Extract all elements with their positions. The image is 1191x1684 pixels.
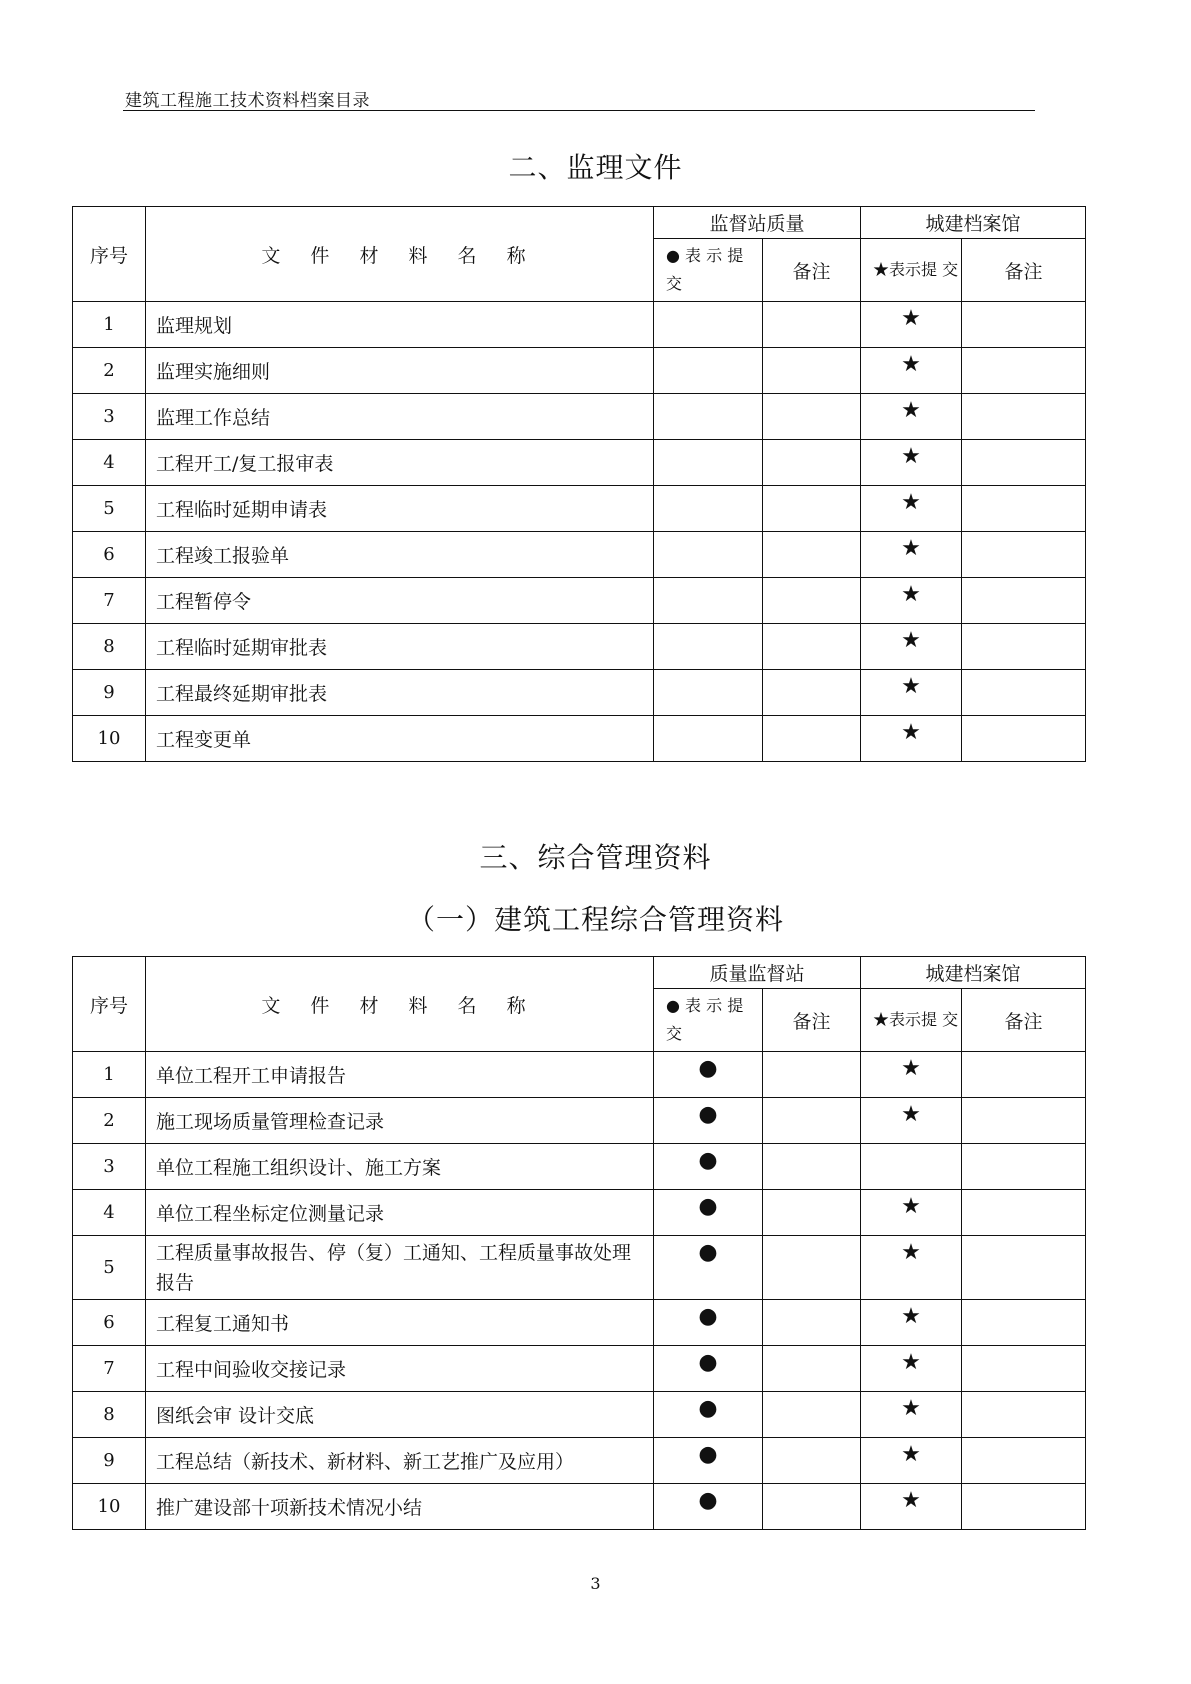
note-cell bbox=[763, 1438, 861, 1484]
table-row bbox=[73, 302, 1086, 348]
table-row bbox=[73, 440, 1086, 486]
row-number: 9 bbox=[73, 670, 146, 716]
row-file-name: 工程暂停令 bbox=[146, 578, 654, 624]
dot-mark bbox=[654, 624, 763, 670]
supervision-documents-table bbox=[72, 206, 1086, 762]
row-number: 10 bbox=[73, 1484, 146, 1530]
note-cell bbox=[962, 670, 1086, 716]
dot-mark: ● bbox=[654, 1300, 763, 1346]
table-row bbox=[73, 1484, 1086, 1530]
row-file-name: 推广建设部十项新技术情况小结 bbox=[146, 1484, 654, 1530]
section-title-management: 三、综合管理资料 bbox=[479, 841, 712, 874]
header-star-legend: ★表示提 交 bbox=[861, 239, 962, 302]
note-cell bbox=[962, 1098, 1086, 1144]
dot-mark: ● bbox=[654, 1236, 763, 1300]
star-mark: ★ bbox=[861, 1392, 962, 1438]
row-number: 9 bbox=[73, 1438, 146, 1484]
note-cell bbox=[763, 1346, 861, 1392]
note-cell bbox=[763, 532, 861, 578]
row-file-name: 监理规划 bbox=[146, 302, 654, 348]
star-mark bbox=[861, 1144, 962, 1190]
row-number: 3 bbox=[73, 394, 146, 440]
dot-mark bbox=[654, 394, 763, 440]
star-mark: ★ bbox=[861, 1346, 962, 1392]
header-note: 备注 bbox=[962, 989, 1086, 1052]
star-mark: ★ bbox=[861, 578, 962, 624]
star-mark: ★ bbox=[861, 1190, 962, 1236]
row-file-name: 工程临时延期审批表 bbox=[146, 624, 654, 670]
note-cell bbox=[763, 1484, 861, 1530]
note-cell bbox=[962, 1236, 1086, 1300]
row-file-name: 监理实施细则 bbox=[146, 348, 654, 394]
row-file-name: 工程复工通知书 bbox=[146, 1300, 654, 1346]
row-number: 1 bbox=[73, 302, 146, 348]
note-cell bbox=[962, 1346, 1086, 1392]
header-file-name: 文 件 材 料 名 称 bbox=[146, 957, 654, 1052]
table-row bbox=[73, 1300, 1086, 1346]
row-file-name: 单位工程施工组织设计、施工方案 bbox=[146, 1144, 654, 1190]
star-mark: ★ bbox=[861, 624, 962, 670]
dot-mark: ● bbox=[654, 1392, 763, 1438]
star-mark: ★ bbox=[861, 1484, 962, 1530]
table-row bbox=[73, 348, 1086, 394]
star-mark: ★ bbox=[861, 670, 962, 716]
dot-mark: ● bbox=[654, 1052, 763, 1098]
dot-mark bbox=[654, 532, 763, 578]
header-note: 备注 bbox=[763, 989, 861, 1052]
row-number: 6 bbox=[73, 1300, 146, 1346]
table-row bbox=[73, 486, 1086, 532]
section-subtitle-management: （一）建筑工程综合管理资料 bbox=[406, 903, 784, 936]
note-cell bbox=[962, 486, 1086, 532]
note-cell bbox=[962, 716, 1086, 762]
note-cell bbox=[763, 348, 861, 394]
dot-mark: ● bbox=[654, 1144, 763, 1190]
note-cell bbox=[763, 1144, 861, 1190]
row-number: 7 bbox=[73, 1346, 146, 1392]
row-file-name: 工程总结（新技术、新材料、新工艺推广及应用） bbox=[146, 1438, 654, 1484]
note-cell bbox=[962, 578, 1086, 624]
row-file-name: 施工现场质量管理检查记录 bbox=[146, 1098, 654, 1144]
row-number: 6 bbox=[73, 532, 146, 578]
row-number: 4 bbox=[73, 1190, 146, 1236]
table-row bbox=[73, 578, 1086, 624]
row-number: 5 bbox=[73, 486, 146, 532]
header-archive: 城建档案馆 bbox=[861, 957, 1086, 989]
note-cell bbox=[763, 670, 861, 716]
note-cell bbox=[962, 1300, 1086, 1346]
star-mark: ★ bbox=[861, 1438, 962, 1484]
note-cell bbox=[763, 716, 861, 762]
table-row bbox=[73, 1052, 1086, 1098]
header-seq: 序号 bbox=[73, 207, 146, 302]
note-cell bbox=[763, 1052, 861, 1098]
section-title-supervision: 二、监理文件 bbox=[508, 151, 683, 184]
row-file-name: 单位工程坐标定位测量记录 bbox=[146, 1190, 654, 1236]
note-cell bbox=[962, 394, 1086, 440]
note-cell bbox=[962, 1438, 1086, 1484]
row-file-name: 工程变更单 bbox=[146, 716, 654, 762]
star-mark: ★ bbox=[861, 302, 962, 348]
row-number: 10 bbox=[73, 716, 146, 762]
table-row bbox=[73, 1346, 1086, 1392]
note-cell bbox=[962, 1144, 1086, 1190]
star-mark: ★ bbox=[861, 1098, 962, 1144]
note-cell bbox=[962, 624, 1086, 670]
row-file-name: 监理工作总结 bbox=[146, 394, 654, 440]
star-mark: ★ bbox=[861, 440, 962, 486]
dot-mark: ● bbox=[654, 1098, 763, 1144]
table-row bbox=[73, 1438, 1086, 1484]
note-cell bbox=[763, 1190, 861, 1236]
management-documents-table bbox=[72, 956, 1086, 1530]
row-file-name: 图纸会审 设计交底 bbox=[146, 1392, 654, 1438]
header-seq: 序号 bbox=[73, 957, 146, 1052]
note-cell bbox=[962, 302, 1086, 348]
dot-mark bbox=[654, 578, 763, 624]
star-mark: ★ bbox=[861, 1300, 962, 1346]
dot-mark bbox=[654, 716, 763, 762]
note-cell bbox=[763, 302, 861, 348]
table-row bbox=[73, 670, 1086, 716]
header-dot-legend: ● 表 示 提 交 bbox=[654, 989, 763, 1052]
page-number: 3 bbox=[590, 1574, 601, 1593]
header-rule bbox=[123, 110, 1035, 111]
note-cell bbox=[763, 1392, 861, 1438]
star-mark: ★ bbox=[861, 486, 962, 532]
note-cell bbox=[962, 1052, 1086, 1098]
row-file-name: 工程竣工报验单 bbox=[146, 532, 654, 578]
star-mark: ★ bbox=[861, 1052, 962, 1098]
table-row bbox=[73, 1098, 1086, 1144]
header-quality-station: 质量监督站 bbox=[654, 957, 861, 989]
row-file-name: 单位工程开工申请报告 bbox=[146, 1052, 654, 1098]
table-row bbox=[73, 1190, 1086, 1236]
row-number: 1 bbox=[73, 1052, 146, 1098]
row-file-name: 工程质量事故报告、停（复）工通知、工程质量事故处理报告 bbox=[146, 1236, 654, 1300]
header-star-legend: ★表示提 交 bbox=[861, 989, 962, 1052]
dot-mark: ● bbox=[654, 1484, 763, 1530]
row-file-name: 工程临时延期申请表 bbox=[146, 486, 654, 532]
table-row bbox=[73, 716, 1086, 762]
note-cell bbox=[763, 1098, 861, 1144]
row-number: 3 bbox=[73, 1144, 146, 1190]
row-number: 5 bbox=[73, 1236, 146, 1300]
header-quality-station: 监督站质量 bbox=[654, 207, 861, 239]
note-cell bbox=[962, 1484, 1086, 1530]
star-mark: ★ bbox=[861, 532, 962, 578]
row-number: 8 bbox=[73, 624, 146, 670]
row-number: 2 bbox=[73, 1098, 146, 1144]
note-cell bbox=[763, 578, 861, 624]
star-mark: ★ bbox=[861, 348, 962, 394]
table-row bbox=[73, 1392, 1086, 1438]
star-mark: ★ bbox=[861, 394, 962, 440]
table-row bbox=[73, 1144, 1086, 1190]
row-number: 8 bbox=[73, 1392, 146, 1438]
row-file-name: 工程最终延期审批表 bbox=[146, 670, 654, 716]
dot-mark bbox=[654, 302, 763, 348]
table-row bbox=[73, 532, 1086, 578]
header-archive: 城建档案馆 bbox=[861, 207, 1086, 239]
row-file-name: 工程中间验收交接记录 bbox=[146, 1346, 654, 1392]
row-file-name: 工程开工/复工报审表 bbox=[146, 440, 654, 486]
star-mark: ★ bbox=[861, 716, 962, 762]
note-cell bbox=[962, 440, 1086, 486]
header-note: 备注 bbox=[962, 239, 1086, 302]
note-cell bbox=[962, 348, 1086, 394]
note-cell bbox=[763, 440, 861, 486]
note-cell bbox=[763, 486, 861, 532]
row-number: 2 bbox=[73, 348, 146, 394]
row-number: 4 bbox=[73, 440, 146, 486]
header-file-name: 文 件 材 料 名 称 bbox=[146, 207, 654, 302]
note-cell bbox=[962, 1190, 1086, 1236]
table-row bbox=[73, 394, 1086, 440]
running-head: 建筑工程施工技术资料档案目录 bbox=[125, 91, 370, 111]
header-dot-legend: ● 表 示 提 交 bbox=[654, 239, 763, 302]
note-cell bbox=[962, 532, 1086, 578]
note-cell bbox=[763, 624, 861, 670]
table-row bbox=[73, 624, 1086, 670]
dot-mark bbox=[654, 670, 763, 716]
dot-mark bbox=[654, 486, 763, 532]
dot-mark bbox=[654, 348, 763, 394]
dot-mark: ● bbox=[654, 1438, 763, 1484]
row-number: 7 bbox=[73, 578, 146, 624]
note-cell bbox=[763, 394, 861, 440]
dot-mark bbox=[654, 440, 763, 486]
note-cell bbox=[763, 1236, 861, 1300]
star-mark: ★ bbox=[861, 1236, 962, 1300]
header-note: 备注 bbox=[763, 239, 861, 302]
note-cell bbox=[962, 1392, 1086, 1438]
dot-mark: ● bbox=[654, 1346, 763, 1392]
dot-mark: ● bbox=[654, 1190, 763, 1236]
note-cell bbox=[763, 1300, 861, 1346]
table-row bbox=[73, 1236, 1086, 1300]
